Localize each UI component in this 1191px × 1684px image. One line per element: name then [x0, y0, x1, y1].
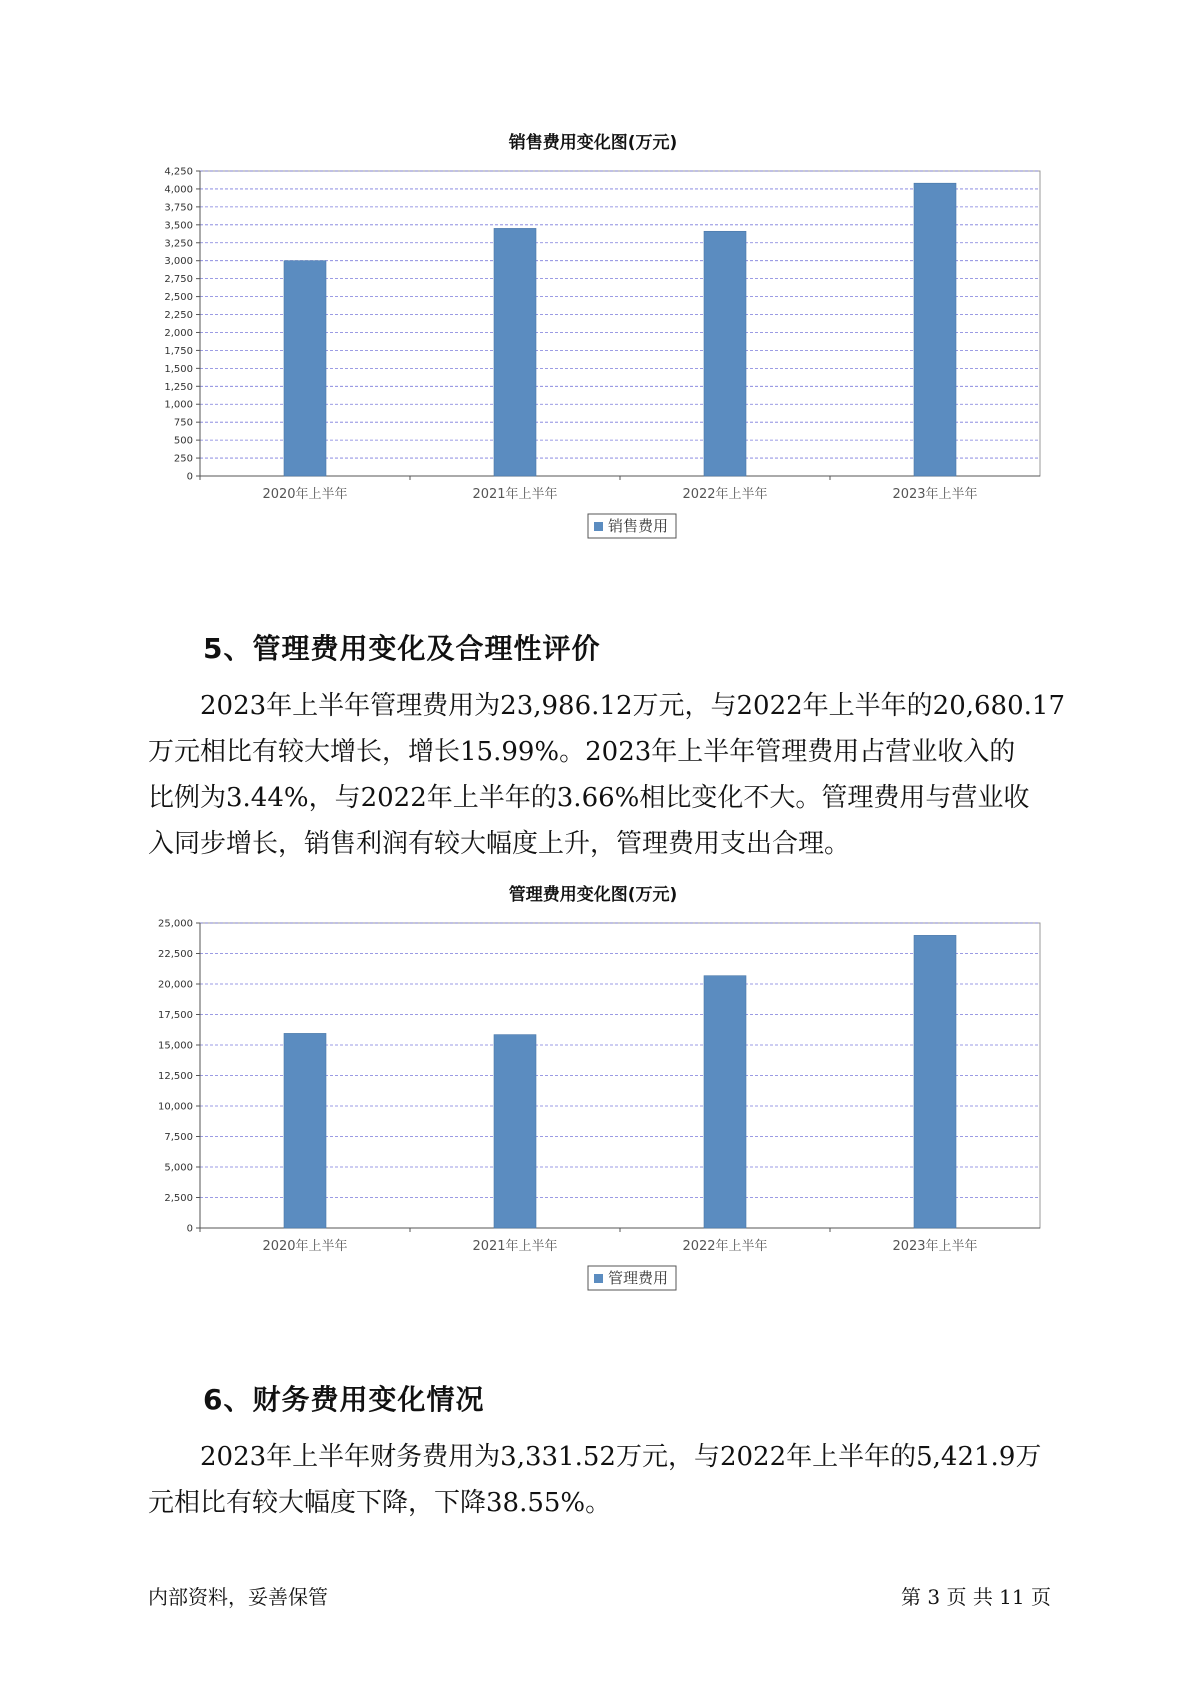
paragraph-line: 万元相比有较大增长，增长15.99%。2023年上半年管理费用占营业收入的: [148, 737, 1016, 767]
y-tick-label: 10,000: [158, 1101, 193, 1113]
bar: [914, 935, 956, 1228]
y-tick-label: 2,500: [164, 292, 193, 304]
sales-expense-chart-svg: [148, 128, 1038, 548]
y-tick-label: 1,000: [164, 399, 193, 411]
x-tick-label: 2023年上半年: [892, 487, 978, 502]
y-tick-label: 12,500: [158, 1071, 193, 1082]
y-tick-label: 15,000: [158, 1040, 193, 1052]
x-tick-label: 2022年上半年: [682, 1239, 768, 1254]
legend-label: 销售费用: [608, 517, 669, 535]
x-tick-label: 2021年上半年: [472, 487, 558, 502]
legend-swatch: [594, 522, 603, 531]
y-tick-label: 750: [173, 417, 193, 429]
y-tick-label: 4,250: [164, 166, 193, 178]
paragraph-line: 2023年上半年财务费用为3,331.52万元，与2022年上半年的5,421.9万: [200, 1442, 1042, 1472]
bar: [914, 183, 956, 476]
y-tick-label: 17,500: [158, 1010, 193, 1021]
section6-paragraph: [148, 1434, 1068, 1526]
y-tick-label: 3,250: [164, 238, 193, 250]
y-tick-label: 2,750: [164, 274, 193, 286]
y-tick-label: 500: [173, 435, 193, 447]
y-tick-label: 0: [186, 471, 193, 483]
section5-paragraph: [148, 683, 1068, 867]
y-tick-label: 1,250: [164, 381, 193, 393]
bar: [284, 1033, 326, 1228]
y-tick-label: 4,000: [164, 184, 193, 196]
y-tick-label: 3,500: [164, 220, 193, 232]
paragraph-line: 元相比有较大幅度下降，下降38.55%。: [148, 1488, 612, 1518]
y-tick-label: 1,500: [164, 363, 193, 375]
chart-title: 销售费用变化图(万元): [508, 133, 678, 153]
y-tick-label: 2,000: [164, 327, 193, 339]
footer-left: 内部资料，妥善保管: [148, 1585, 328, 1609]
footer-page-number: 第 3 页 共 11 页: [901, 1585, 1051, 1609]
bar: [494, 1035, 536, 1228]
paragraph-line: 2023年上半年管理费用为23,986.12万元，与2022年上半年的20,680.17: [200, 691, 1065, 721]
x-tick-label: 2020年上半年: [262, 1239, 348, 1254]
x-tick-label: 2021年上半年: [472, 1239, 558, 1254]
section-heading: 6、财务费用变化情况: [203, 1383, 485, 1416]
y-tick-label: 7,500: [164, 1132, 193, 1143]
y-tick-label: 20,000: [158, 979, 193, 991]
legend-label: 管理费用: [608, 1269, 669, 1287]
x-tick-label: 2023年上半年: [892, 1239, 978, 1254]
y-tick-label: 25,000: [158, 918, 193, 930]
y-tick-label: 5,000: [164, 1162, 193, 1174]
y-tick-label: 3,750: [164, 202, 193, 214]
y-tick-label: 250: [173, 453, 193, 465]
admin-expense-chart-svg: [148, 880, 1038, 1300]
bar: [494, 228, 536, 476]
paragraph-line: 入同步增长，销售利润有较大幅度上升，管理费用支出合理。: [148, 829, 851, 859]
y-tick-label: 3,000: [164, 256, 193, 268]
admin-expense-chart: [148, 880, 1038, 1300]
paragraph-line: 比例为3.44%，与2022年上半年的3.66%相比变化不大。管理费用与营业收: [148, 783, 1030, 813]
y-tick-label: 1,750: [164, 345, 193, 357]
y-tick-label: 2,250: [164, 310, 193, 322]
bar: [284, 261, 326, 476]
sales-expense-chart: [148, 128, 1038, 548]
bar: [704, 976, 746, 1228]
x-tick-label: 2020年上半年: [262, 487, 348, 502]
bar: [704, 231, 746, 476]
x-tick-label: 2022年上半年: [682, 487, 768, 502]
chart-title: 管理费用变化图(万元): [508, 885, 678, 905]
legend-swatch: [594, 1274, 603, 1283]
y-tick-label: 0: [186, 1223, 193, 1235]
y-tick-label: 2,500: [164, 1193, 193, 1204]
y-tick-label: 22,500: [158, 949, 193, 960]
section-heading: 5、管理费用变化及合理性评价: [203, 632, 601, 665]
